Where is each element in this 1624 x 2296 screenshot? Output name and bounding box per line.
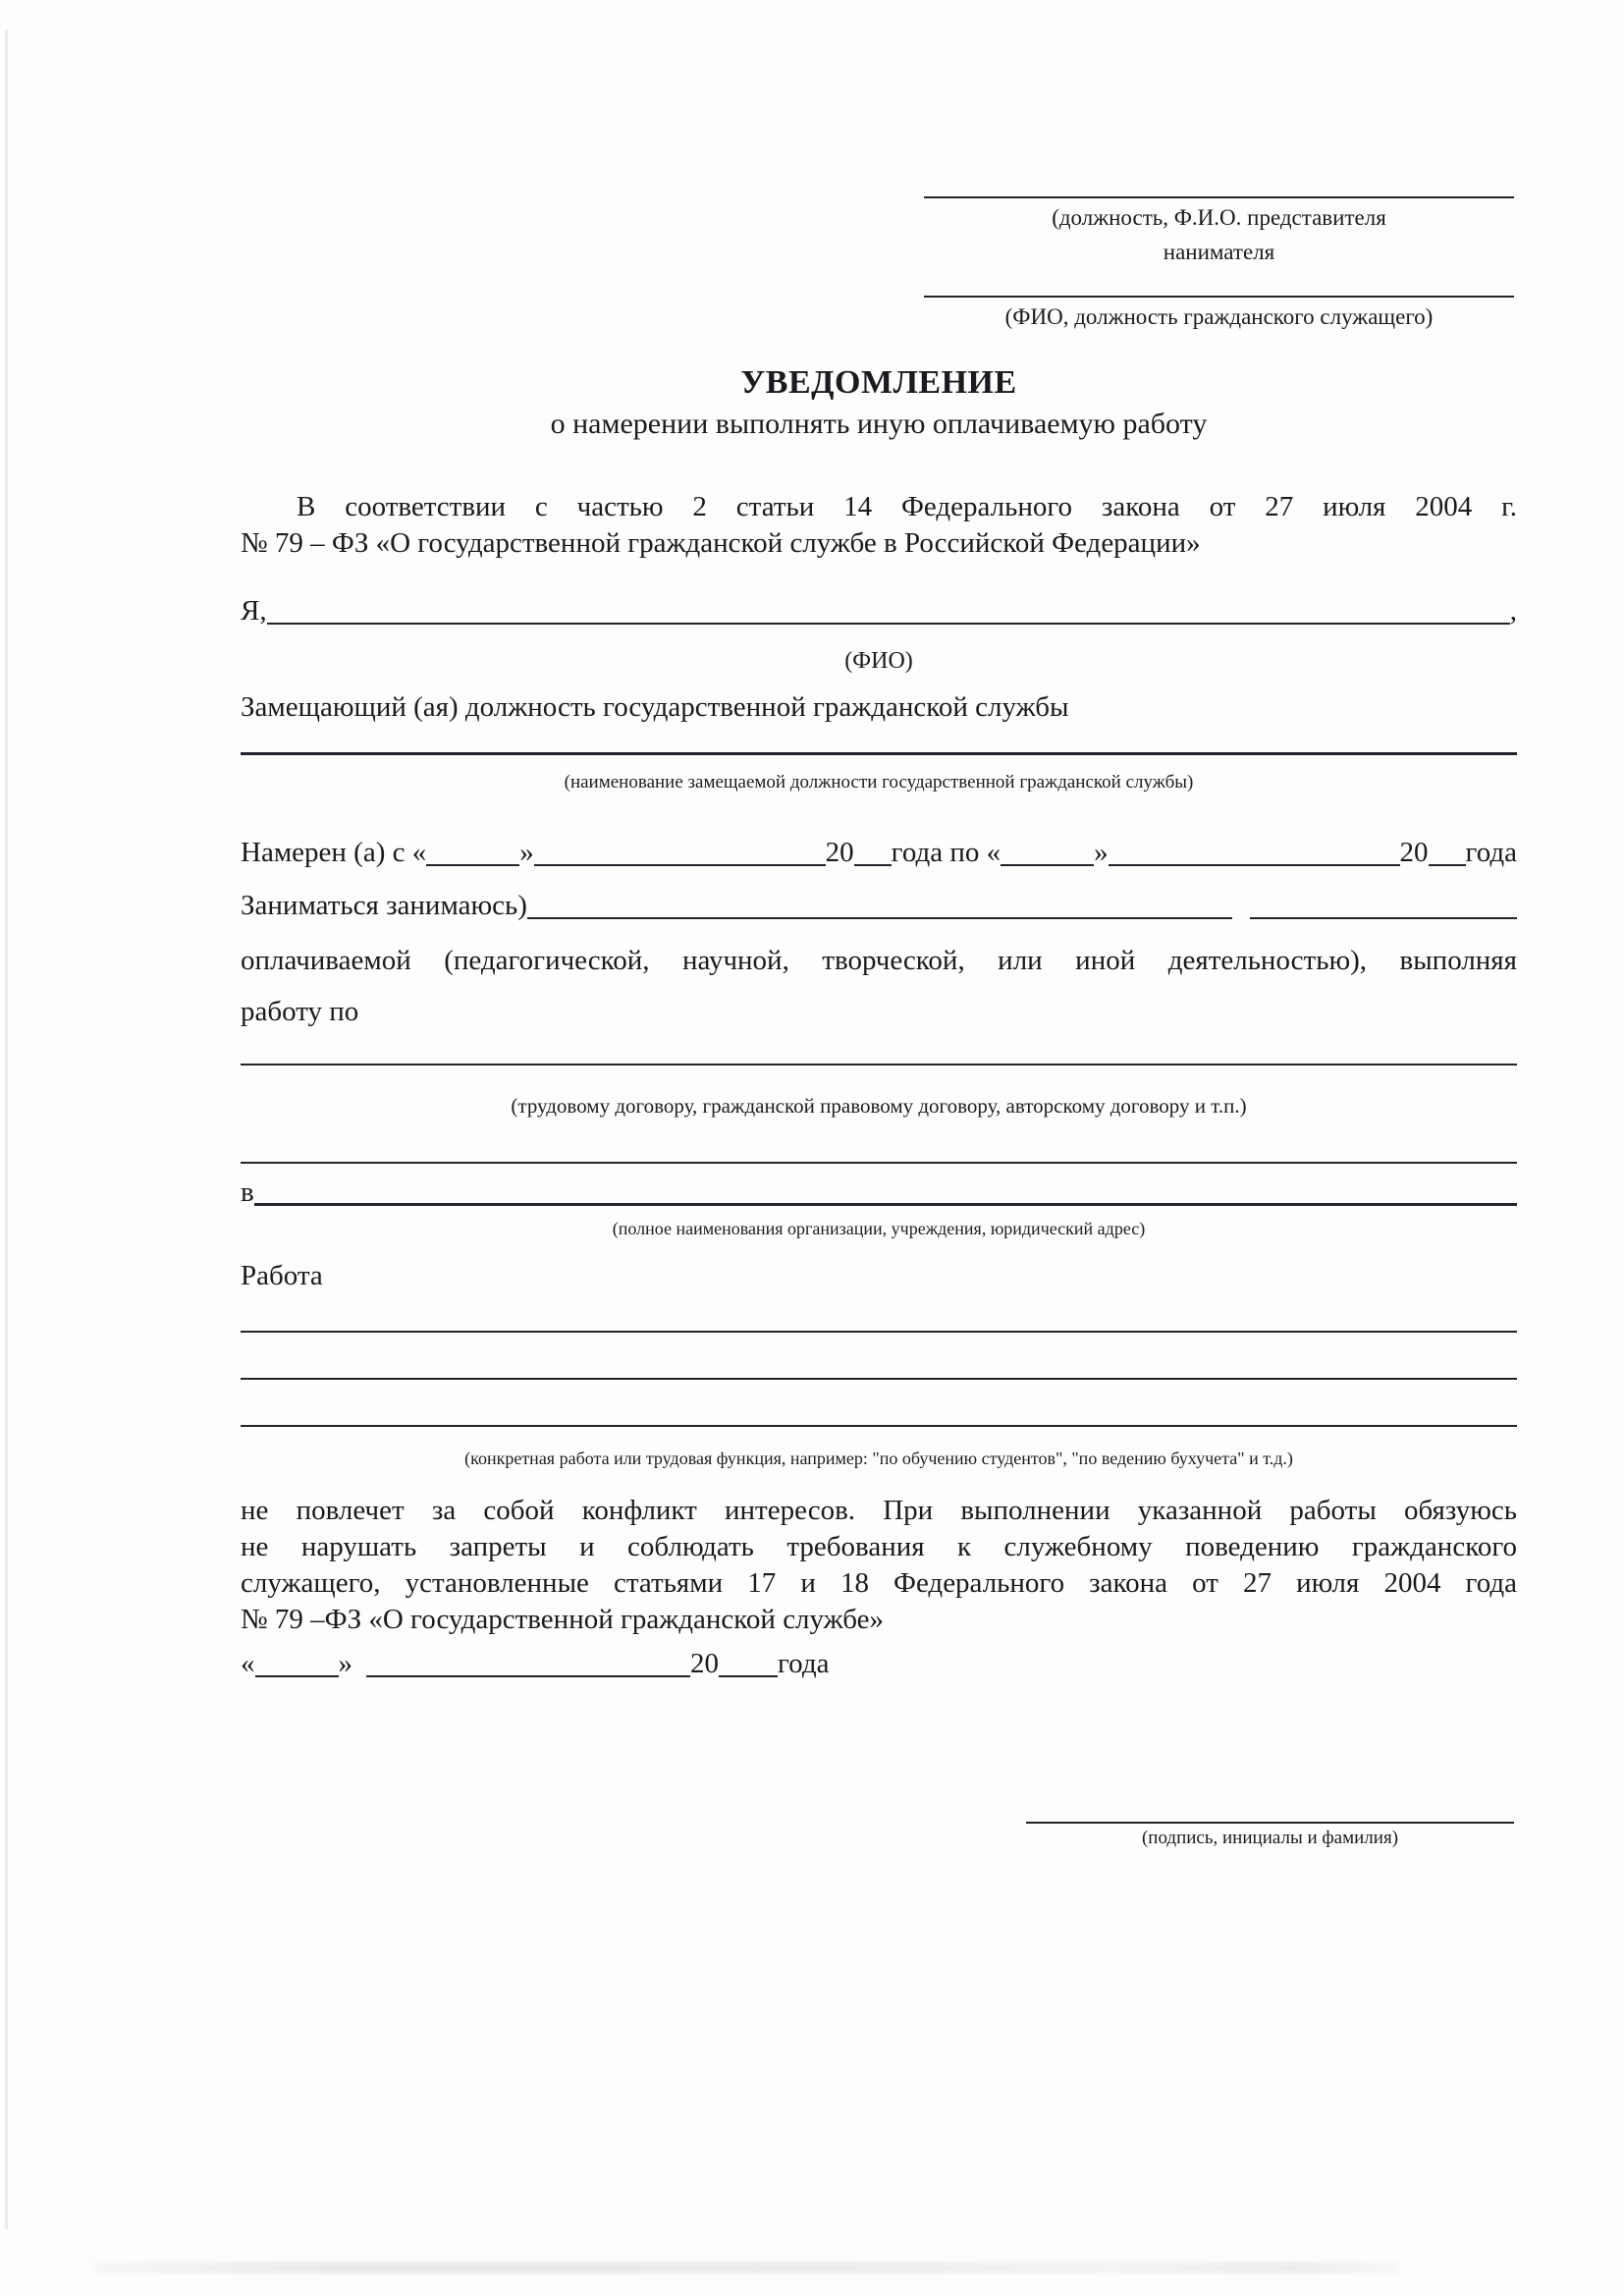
intro-line-2: № 79 – ФЗ «О государственной гражданской службе в Российской Федерации» (241, 527, 1201, 559)
intent-dates-row (241, 833, 1517, 872)
obligation-line-2: не нарушать запреты и соблюдать требования к служебному поведению гражданского (241, 1531, 1517, 1562)
intent-part3: года (1465, 837, 1518, 868)
employer-signature-line (924, 196, 1514, 198)
engage-label: Заниматься занимаюсь) (241, 890, 527, 921)
name-row (241, 591, 1517, 630)
signature-caption: (подпись, инициалы и фамилия) (1141, 1828, 1399, 1848)
intent-quote-close1: » (519, 837, 534, 868)
contract-caption: (трудовому договору, гражданской правовому договору, авторскому договору и т.п.) (511, 1094, 1247, 1118)
intent-year1-blank (854, 864, 892, 866)
signature-line (1026, 1822, 1514, 1824)
work-blank-line-1 (241, 1331, 1517, 1333)
signature-block (1026, 1822, 1514, 1849)
employer-signature-block (924, 196, 1514, 267)
servant-signature-block (924, 296, 1514, 332)
date-close-quote: » (338, 1648, 352, 1679)
obligation-line-1: не повлечет за собой конфликт интересов. При выполнении указанной работы обязуюсь (241, 1495, 1517, 1526)
scan-left-edge-artifact (5, 29, 8, 2229)
title-block (241, 361, 1517, 444)
intro-paragraph (241, 489, 1517, 562)
date-year-blank (719, 1675, 778, 1677)
organization-label: в (241, 1176, 254, 1208)
servant-signature-line (924, 296, 1514, 298)
scan-bottom-artifact (93, 2262, 1399, 2273)
date-month-blank (366, 1675, 690, 1677)
intent-year1-prefix: 20 (825, 837, 854, 868)
fio-caption: (ФИО) (844, 648, 913, 674)
obligation-paragraph (241, 1493, 1517, 1638)
contract-blank-line (241, 1064, 1517, 1066)
intent-part2: года по « (891, 837, 1001, 868)
date-day-blank (255, 1675, 339, 1677)
position-statement: Замещающий (ая) должность государственной гражданской службы (241, 691, 1069, 723)
servant-caption: (ФИО, должность гражданского служащего) (1004, 304, 1434, 329)
date-row (241, 1644, 1517, 1683)
date-suffix: года (778, 1648, 830, 1679)
name-blank-field (267, 623, 1510, 625)
work-label: Работа (241, 1260, 323, 1291)
organization-blank-field (254, 1203, 1517, 1206)
position-blank-line (241, 752, 1517, 755)
date-open-quote: « (241, 1648, 255, 1679)
employer-caption-line1: (должность, Ф.И.О. представителя (1052, 205, 1386, 230)
organization-caption: (полное наименования организации, учреждения, юридический адрес) (612, 1219, 1146, 1238)
name-label: Я, (241, 595, 267, 627)
document-title: УВЕДОМЛЕНИЕ (740, 364, 1017, 401)
intro-line-1: В соответствии с частью 2 статьи 14 Федерального закона от 27 июля 2004 г. (297, 491, 1517, 522)
organization-row (241, 1173, 1517, 1212)
intent-month2-blank (1109, 864, 1400, 866)
intent-quote-close2: » (1094, 837, 1109, 868)
intent-day2-blank (1001, 864, 1094, 866)
intent-month1-blank (534, 864, 826, 866)
engage-row (241, 886, 1517, 925)
intent-year2-blank (1429, 864, 1466, 866)
engage-blank-2 (1250, 917, 1517, 919)
name-trailing-comma: , (1509, 595, 1517, 627)
obligation-line-4: № 79 –ФЗ «О государственной гражданской службе» (241, 1604, 885, 1635)
engage-blank-1 (527, 917, 1232, 919)
work-blank-line-2 (241, 1378, 1517, 1380)
work-caption: (конкретная работа или трудовая функция, например: "по обучению студентов", "по ведению бухучета" и т.д.) (464, 1449, 1293, 1468)
work-by-label: работу по (241, 996, 359, 1027)
obligation-line-3: служащего, установленные статьями 17 и 18 Федерального закона от 27 июля 2004 года (241, 1567, 1517, 1599)
intent-part1: Намерен (а) с « (241, 837, 427, 868)
date-year-prefix: 20 (690, 1648, 719, 1679)
employer-caption-line2: нанимателя (1163, 240, 1275, 264)
organization-blank-line-upper (241, 1162, 1517, 1164)
intent-day1-blank (426, 864, 519, 866)
paid-activity-line: оплачиваемой (педагогической, научной, творческой, или иной деятельностью), выполняя (241, 945, 1517, 976)
position-caption: (наименование замещаемой должности государственной гражданской службы) (564, 772, 1194, 793)
intent-year2-prefix: 20 (1399, 837, 1429, 868)
document-subtitle: о намерении выполнять иную оплачиваемую работу (550, 408, 1208, 440)
work-blank-line-3 (241, 1425, 1517, 1427)
